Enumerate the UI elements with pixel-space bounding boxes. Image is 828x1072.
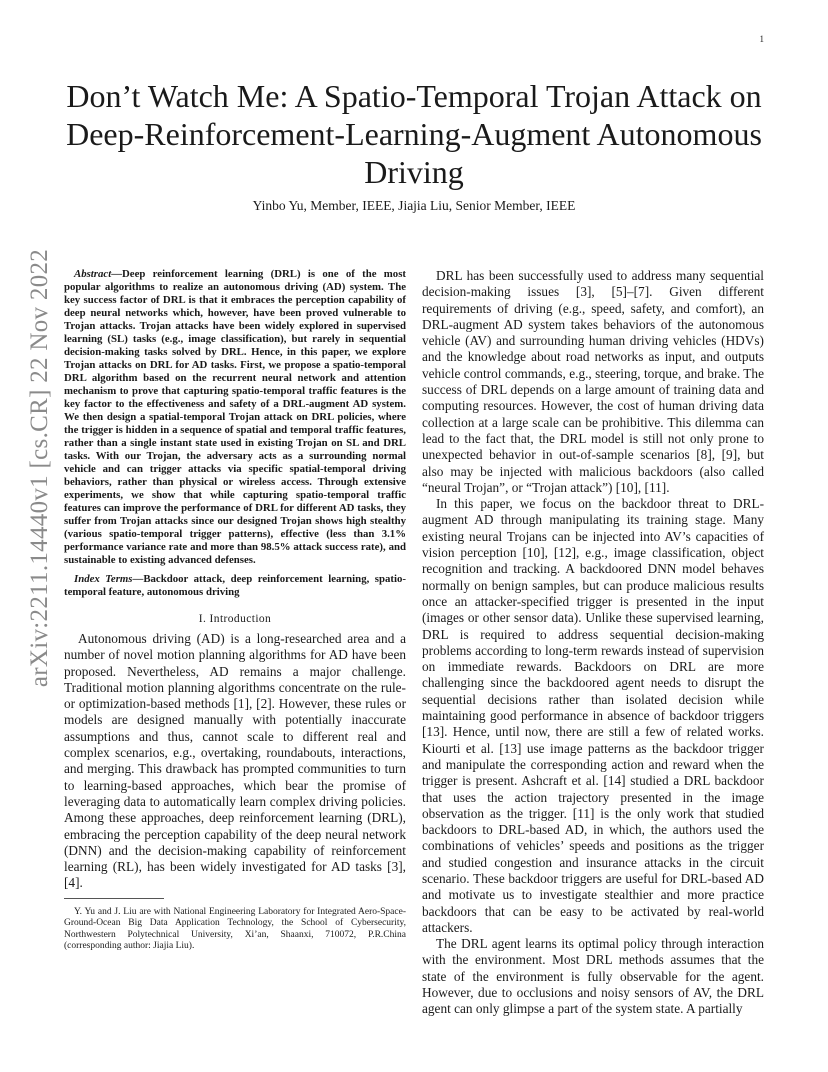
paper-title: Don’t Watch Me: A Spatio-Temporal Trojan Attack on Deep-Reinforcement-Learning-Augment Autonomous Driving [66, 78, 762, 190]
author-line: Yinbo Yu, Member, IEEE, Jiajia Liu, Senior Member, IEEE [252, 198, 576, 213]
abstract [64, 268, 406, 567]
affiliation-footnote: Y. Yu and J. Liu are with National Engineering Laboratory for Integrated Aero-Space-Ground-Ocean Big Data Application Technology, the School of Cybersecurity, Northwestern Polytechnical University, Xi’an, Shaanxi, 710072, P.R.China (corresponding author: Jiajia Liu). [64, 906, 406, 952]
index-terms-text: —Backdoor attack, deep reinforcement learning, spatio-temporal feature, autonomous driving [64, 573, 406, 598]
arxiv-identifier-text: arXiv:2211.14440v1 [cs.CR] 22 Nov 2022 [26, 248, 53, 688]
abstract-text: —Deep reinforcement learning (DRL) is one of the most popular algorithms to realize an autonomous driving (AD) system. The key success factor of DRL is that it embraces the perception capability of deep neural networks which, however, have been proved vulnerable to Trojan attacks. Trojan attacks have been widely explored in supervised learning (SL) tasks (e.g., image classification), but rarely in sequential decision-making tasks solved by DRL. Hence, in this paper, we explore Trojan attacks on DRL for AD tasks. First, we propose a spatio-temporal DRL algorithm based on the recurrent neural network and attention mechanism to prove that capturing spatio-temporal traffic features is the key factor to the effectiveness and safety of a DRL-augment AD system. We then design a spatial-temporal Trojan attack on DRL policies, where the trigger is hidden in a sequence of spatial and temporal traffic features, rather than a single instant state used in existing Trojan on SL and DRL tasks. With our Trojan, the adversary acts as a surrounding normal vehicle and can trigger attacks via specific spatial-temporal driving behaviors, rather than physical or wireless access. Through extensive experiments, we show that while capturing spatio-temporal traffic features can improve the performance of DRL for different AD tasks, they suffer from Trojan attacks since our designed Trojan shows high stealthy (various spatio-temporal trigger patterns), effective (less than 3.1% performance variance rate and more than 98.5% attack success rate), and sustainable to existing advanced defenses. [64, 268, 406, 566]
right-paragraph-3: The DRL agent learns its optimal policy through interaction with the environment. Most DRL methods assumes that the state of the environment is fully observable for the agent. However, due to occlusions and noisy sensors of AV, the DRL agent can only glimpse a part of the system state. A partially [422, 936, 764, 1017]
right-column [422, 268, 764, 1018]
footnote-divider [64, 898, 164, 899]
right-paragraph-1: DRL has been successfully used to address many sequential decision-making issues [3], [5]–[7]. Given different requirements of driving (e.g., speed, safety, and comfort), an DRL-augment AD system takes behaviors of the autonomous vehicle (AV) and surrounding human driving vehicles (HDVs) and the knowledge about road networks as input, and outputs vehicle control commands, e.g., steering, torque, and brake. The success of DRL depends on a large amount of training data and computing resources. However, the cost of human driving data collection at a large scale can be prohibitive. This dilemma can lead to the fact that, the DRL model is still not only prone to unexpected behavior in out-of-sample scenarios [8], [9], but also may be injected with malicious backdoors (also called “neural Trojan”, or “Trojan attack”) [10], [11]. [422, 268, 764, 495]
section-heading-introduction: I. Introduction [198, 613, 272, 625]
index-terms-label: Index Terms [74, 573, 133, 585]
abstract-label: Abstract [74, 268, 112, 280]
page-number: 1 [759, 34, 764, 44]
right-paragraph-2: In this paper, we focus on the backdoor threat to DRL-augment AD through manipulating its training stage. Many existing neural Trojans can be injected into AV’s capacities of vision perception [10], [12], e.g., image classification, object recognition and tracking. A backdoored DNN model behaves normally on benign samples, but can produce malicious results once an attacker-specified trigger is presented in the input (images or other sensor data). Unlike these supervised learning, DRL is required to address sequential decision-making problems according to long-term rewards instead of supervision on immediate rewards. Backdoors on DRL are more challenging since the backdoored agent needs to disrupt the sequential decisions rather than isolated decision while maintaining good performance in absence of backdoor triggers [13]. Hence, until now, there are still a few of related works. Kiourti et al. [13] use image patterns as the backdoor trigger and manipulate the corresponding action and reward when the trigger is present. Ashcraft et al. [14] studied a DRL backdoor that uses the action trajectory presented in the image observation as the trigger. [11] is the only work that studied backdoors to DRL-based AD, in which, the authors used the combinations of vehicles’ speeds and positions as the trigger and studied congestion and insurance attacks in the circuit scenario. These backdoor triggers are useful for DRL-based AD and motivate us to investigate stealthier and more practice backdoors that can be easy to be activated by real-world attackers. [422, 496, 764, 935]
intro-paragraph-1: Autonomous driving (AD) is a long-researched area and a number of novel motion planning algorithms for AD have been proposed. Nevertheless, AD remains a major challenge. Traditional motion planning algorithms concentrate on the rule- or optimization-based methods [1], [2]. However, these rules or models are designed manually with potentially inaccurate assumptions and thus, cannot scale to different real and complex scenarios, e.g., overtaking, roundabouts, interactions, and merging. This drawback has prompted communities to turn to learning-based approaches, which bear the promise of leveraging data to automatically learn complex driving policies. Among these approaches, deep reinforcement learning (DRL), embracing the perception capability of the deep neural network (DNN) and the decision-making capability of reinforcement learning (RL), has been widely investigated for AD tasks [3], [4]. [64, 631, 406, 891]
left-column [64, 268, 406, 953]
index-terms [64, 573, 406, 599]
